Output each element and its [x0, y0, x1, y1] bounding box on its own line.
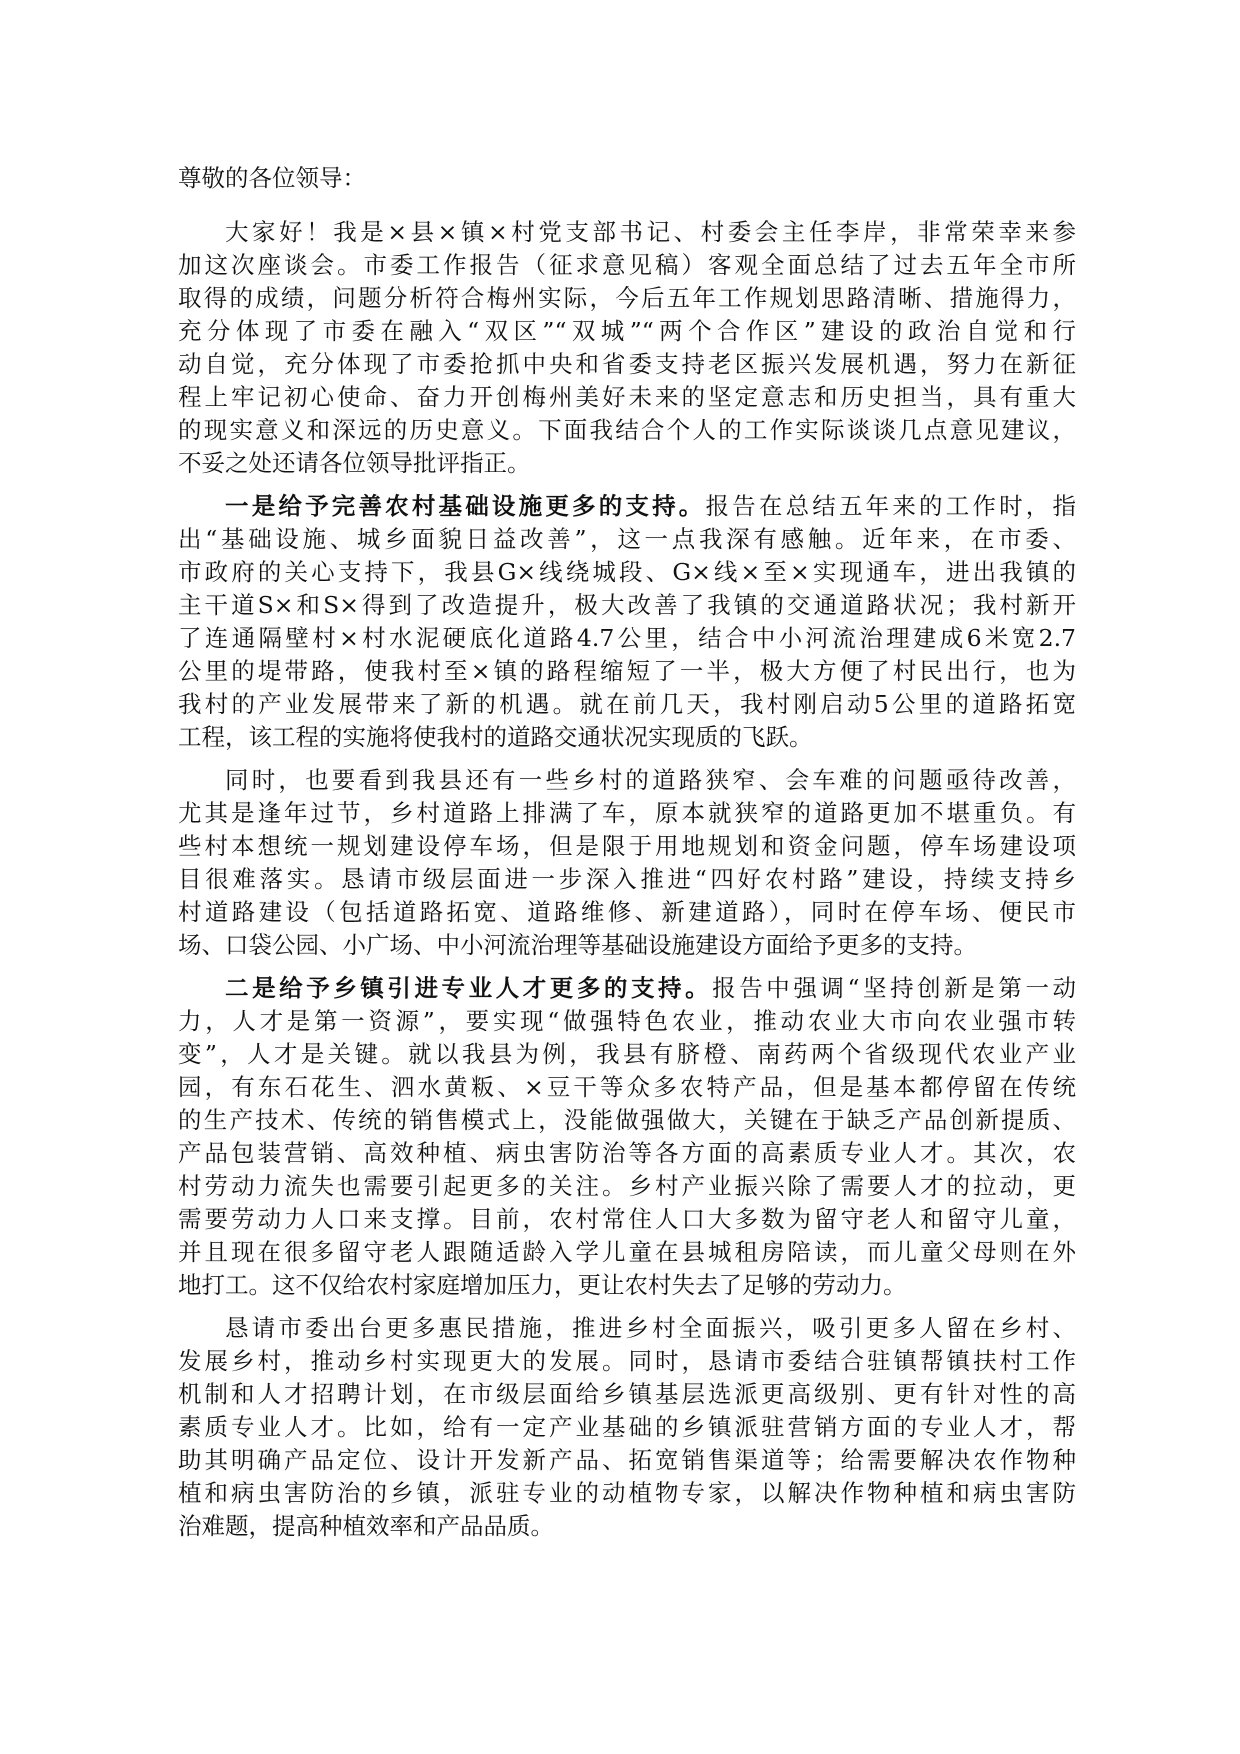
paragraph-line: [178, 1378, 1076, 1411]
paragraph-line: [178, 721, 1076, 754]
paragraph-line: [178, 622, 1076, 655]
paragraph-line: [178, 523, 1076, 556]
line-text: 治难题，提高种植效率和产品品质。: [178, 1512, 554, 1540]
salutation: 尊敬的各位领导：: [178, 164, 366, 192]
paragraph-line: [178, 1137, 1076, 1170]
line-text: 恳请市委出台更多惠民措施，推进乡村全面振兴，吸引更多人留在乡村、: [225, 1314, 1076, 1342]
paragraph: [178, 216, 1076, 480]
line-text: 植和病虫害防治的乡镇，派驻专业的动植物专家，以解决作物种植和病虫害防: [178, 1479, 1076, 1507]
line-text: 大家好！我是×县×镇×村党支部书记、村委会主任李岸，非常荣幸来参: [225, 218, 1076, 246]
line-text: 公里的堤带路，使我村至×镇的路程缩短了一半，极大方便了村民出行，也为: [178, 657, 1076, 685]
paragraph-line: [178, 929, 1076, 962]
paragraph-line: [178, 1312, 1076, 1345]
paragraph: [178, 490, 1076, 754]
paragraph-line: [178, 490, 1076, 523]
paragraph-line: [178, 589, 1076, 622]
line-text: 了连通隔壁村×村水泥硬底化道路4.7公里，结合中小河流治理建成6米宽2.7: [178, 624, 1076, 652]
paragraph: [178, 1312, 1076, 1543]
paragraph-line: [178, 1510, 1076, 1543]
line-text: 不妥之处还请各位领导批评指正。: [178, 449, 531, 477]
line-text: 地打工。这不仅给农村家庭增加压力，更让农村失去了足够的劳动力。: [178, 1271, 907, 1299]
paragraph-line: [178, 1203, 1076, 1236]
section-heading: 一是给予完善农村基础设施更多的支持。: [225, 492, 706, 520]
line-text: 的生产技术、传统的销售模式上，没能做强做大，关键在于缺乏产品创新提质、: [178, 1106, 1076, 1134]
paragraph-line: [178, 972, 1076, 1005]
paragraph-line: [178, 1104, 1076, 1137]
paragraph-line: [178, 282, 1076, 315]
paragraph-line: [178, 556, 1076, 589]
paragraph-line: [178, 1477, 1076, 1510]
paragraph-line: [178, 830, 1076, 863]
paragraph-line: [178, 348, 1076, 381]
line-text: 力，人才是第一资源”，要实现“做强特色农业，推动农业大市向农业强市转: [178, 1007, 1076, 1035]
line-text: 取得的成绩，问题分析符合梅州实际，今后五年工作规划思路清晰、措施得力，: [178, 284, 1076, 312]
paragraph-line: [178, 216, 1076, 249]
line-text: 程上牢记初心使命、奋力开创梅州美好未来的坚定意志和历史担当，具有重大: [178, 383, 1076, 411]
paragraph-line: [178, 1411, 1076, 1444]
line-text: 加这次座谈会。市委工作报告（征求意见稿）客观全面总结了过去五年全市所: [178, 251, 1076, 279]
paragraph-line: [178, 381, 1076, 414]
paragraph-line: [178, 863, 1076, 896]
paragraph-line: [178, 414, 1076, 447]
paragraph-line: [178, 1038, 1076, 1071]
line-text: 市政府的关心支持下，我县G×线绕城段、G×线×至×实现通车，进出我镇的: [178, 558, 1076, 586]
line-text: 素质专业人才。比如，给有一定产业基础的乡镇派驻营销方面的专业人才，帮: [178, 1413, 1076, 1441]
line-text: 并且现在很多留守老人跟随适龄入学儿童在县城租房陪读，而儿童父母则在外: [178, 1238, 1076, 1266]
line-text: 产品包装营销、高效种植、病虫害防治等各方面的高素质专业人才。其次，农: [178, 1139, 1076, 1167]
line-text: 些村本想统一规划建设停车场，但是限于用地规划和资金问题，停车场建设项: [178, 832, 1076, 860]
line-text: 场、口袋公园、小广场、中小河流治理等基础设施建设方面给予更多的支持。: [178, 931, 977, 959]
line-text: 园，有东石花生、泗水黄粄、×豆干等众多农特产品，但是基本都停留在传统: [178, 1073, 1076, 1101]
paragraph-line: [178, 1071, 1076, 1104]
paragraph-line: [178, 1005, 1076, 1038]
document-page: [178, 162, 1076, 1553]
paragraph-line: [178, 655, 1076, 688]
paragraph-line: [178, 764, 1076, 797]
line-text: 同时，也要看到我县还有一些乡村的道路狭窄、会车难的问题亟待改善，: [225, 766, 1076, 794]
line-text: 的现实意义和深远的历史意义。下面我结合个人的工作实际谈谈几点意见建议，: [178, 416, 1076, 444]
line-text: 村劳动力流失也需要引起更多的关注。乡村产业振兴除了需要人才的拉动，更: [178, 1172, 1076, 1200]
paragraph-line: [178, 896, 1076, 929]
line-text: 充分体现了市委在融入“双区”“双城”“两个合作区”建设的政治自觉和行: [178, 317, 1076, 345]
paragraph-line: [178, 1269, 1076, 1302]
paragraph-line: [178, 1236, 1076, 1269]
document-body: [178, 216, 1076, 1543]
line-text: 助其明确产品定位、设计开发新产品、拓宽销售渠道等；给需要解决农作物种: [178, 1446, 1076, 1474]
paragraph-line: [178, 447, 1076, 480]
line-text: 变”，人才是关键。就以我县为例，我县有脐橙、南药两个省级现代农业产业: [178, 1040, 1076, 1068]
line-text: 动自觉，充分体现了市委抢抓中央和省委支持老区振兴发展机遇，努力在新征: [178, 350, 1076, 378]
line-text: 村道路建设（包括道路拓宽、道路维修、新建道路），同时在停车场、便民市: [178, 898, 1076, 926]
paragraph-line: [178, 315, 1076, 348]
line-text: 发展乡村，推动乡村实现更大的发展。同时，恳请市委结合驻镇帮镇扶村工作: [178, 1347, 1076, 1375]
line-text: 我村的产业发展带来了新的机遇。就在前几天，我村刚启动5公里的道路拓宽: [178, 690, 1076, 718]
paragraph-line: [178, 1444, 1076, 1477]
line-text: 报告中强调“坚持创新是第一动: [712, 974, 1077, 1002]
paragraph-line: [178, 797, 1076, 830]
line-text: 工程，该工程的实施将使我村的道路交通状况实现质的飞跃。: [178, 723, 813, 751]
line-text: 出“基础设施、城乡面貌日益改善”，这一点我深有感触。近年来，在市委、: [178, 525, 1076, 553]
paragraph-line: [178, 688, 1076, 721]
line-text: 目很难落实。恳请市级层面进一步深入推进“四好农村路”建设，持续支持乡: [178, 865, 1076, 893]
section-heading: 二是给予乡镇引进专业人才更多的支持。: [225, 974, 713, 1002]
line-text: 尤其是逢年过节，乡村道路上排满了车，原本就狭窄的道路更加不堪重负。有: [178, 799, 1076, 827]
line-text: 机制和人才招聘计划，在市级层面给乡镇基层选派更高级别、更有针对性的高: [178, 1380, 1076, 1408]
line-text: 需要劳动力人口来支撑。目前，农村常住人口大多数为留守老人和留守儿童，: [178, 1205, 1076, 1233]
line-text: 主干道S×和S×得到了改造提升，极大改善了我镇的交通道路状况；我村新开: [178, 591, 1076, 619]
paragraph-line: [178, 1345, 1076, 1378]
paragraph-line: [178, 1170, 1076, 1203]
paragraph: [178, 972, 1076, 1302]
paragraph: [178, 764, 1076, 962]
paragraph-line: [178, 249, 1076, 282]
line-text: 报告在总结五年来的工作时，指: [705, 492, 1077, 520]
